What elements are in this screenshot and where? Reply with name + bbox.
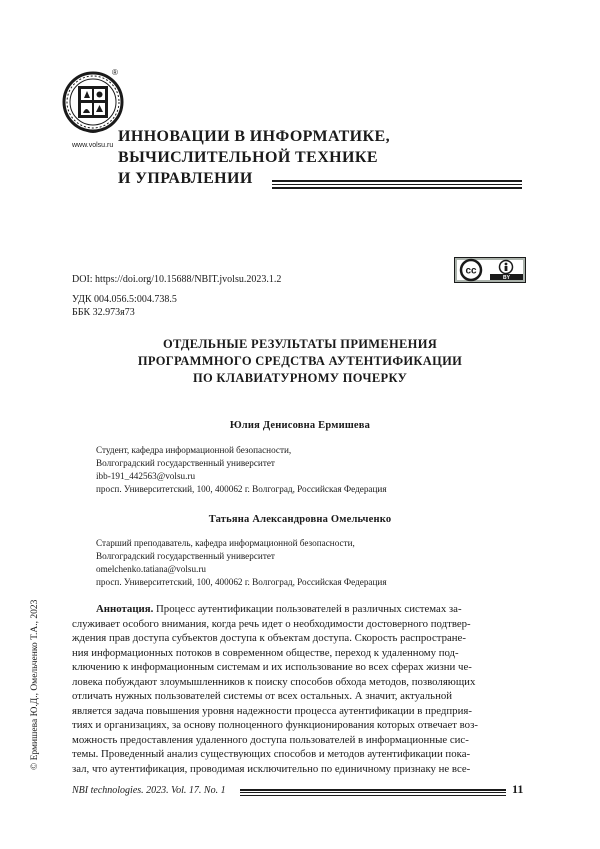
footer-rule xyxy=(240,789,506,796)
affiliation-address: просп. Университетский, 100, 400062 г. Волгоград, Российская Федерация xyxy=(96,484,387,494)
article-title xyxy=(72,336,528,387)
abstract-line: ния информационных потоков в современном обществе, переход к удаленному под- xyxy=(72,646,459,659)
affiliation-email: ibb-191_442563@volsu.ru xyxy=(96,471,196,481)
registered-mark: ® xyxy=(112,68,118,77)
author-name: Татьяна Александровна Омельченко xyxy=(208,514,392,525)
affiliation-address: просп. Университетский, 100, 400062 г. Волгоград, Российская Федерация xyxy=(96,577,387,587)
author-affiliation xyxy=(96,444,387,496)
affiliation-position: Студент, кафедра информационной безопасности, xyxy=(96,445,292,455)
abstract-line: ловека побуждают злоумышленников к поиску способов обхода методов, позволяющих xyxy=(72,675,476,688)
udk: УДК 004.056.5:004.738.5 xyxy=(72,294,177,305)
journal-title-rule xyxy=(272,180,522,189)
journal-title-line: ВЫЧИСЛИТЕЛЬНОЙ ТЕХНИКЕ xyxy=(118,149,378,166)
abstract-label: Аннотация. xyxy=(96,603,154,615)
logo-url: www.volsu.ru xyxy=(72,142,114,149)
affiliation-position: Старший преподаватель, кафедра информационной безопасности, xyxy=(96,538,355,548)
university-logo xyxy=(62,68,124,140)
abstract-line: тиях и организациях, за основу полноценного функционирования которых отвечает воз- xyxy=(72,719,478,731)
journal-title-line: ИННОВАЦИИ В ИНФОРМАТИКЕ, xyxy=(118,128,390,145)
bbk: ББК 32.973я73 xyxy=(72,307,135,318)
abstract-line: служивает особого внимания, когда речь идет о необходимости достоверного подтвер- xyxy=(72,617,471,630)
abstract-line: ждения прав доступа субъектов доступа к объектам доступа. Скорость распростране- xyxy=(72,632,466,644)
copyright: © Ермишева Ю.Д., Омельченко Т.А., 2023 xyxy=(30,599,40,770)
cc-by-license-badge xyxy=(454,257,526,283)
by-label: BY xyxy=(503,275,510,281)
page-number: 11 xyxy=(512,782,524,796)
affiliation-university: Волгоградский государственный университет xyxy=(96,551,275,561)
author-affiliation xyxy=(96,537,387,589)
affiliation-university: Волгоградский государственный университет xyxy=(96,458,275,468)
article-title-line: ПРОГРАММНОГО СРЕДСТВА АУТЕНТИФИКАЦИИ xyxy=(137,354,463,368)
abstract-line: отличать нужных пользователей системы от всех остальных. А значит, актуальной xyxy=(72,690,453,702)
cc-label: cc xyxy=(465,265,477,277)
abstract-line: зал, что аутентификация, проводимая исключительно по единичному признаку не все- xyxy=(72,762,471,775)
abstract xyxy=(72,602,528,776)
abstract-line xyxy=(72,602,528,617)
abstract-line: можность предоставления удаленного доступа пользователей в информационные сис- xyxy=(72,733,469,746)
abstract-line: является задача повышения уровня надежности процесса аутентификации в предприя- xyxy=(72,704,472,717)
footer-journal-ref: NBI technologies. 2023. Vol. 17. No. 1 xyxy=(72,785,226,796)
affiliation-email: omelchenko.tatiana@volsu.ru xyxy=(96,564,207,574)
journal-title-line: И УПРАВЛЕНИИ xyxy=(118,170,253,187)
article-title-line: ОТДЕЛЬНЫЕ РЕЗУЛЬТАТЫ ПРИМЕНЕНИЯ xyxy=(162,337,438,351)
doi: DOI: https://doi.org/10.15688/NBIT.jvolsu.2023.1.2 xyxy=(72,274,282,285)
article-title-line: ПО КЛАВИАТУРНОМУ ПОЧЕРКУ xyxy=(192,371,408,385)
abstract-first-line: Процесс аутентификации пользователей в различных системах за- xyxy=(153,603,462,615)
abstract-line: темы. Проведенный анализ существующих способов и методов аутентификации пока- xyxy=(72,748,471,760)
abstract-line: ключению к информационным системам и их использование во всех сферах жизни че- xyxy=(72,661,472,673)
author-name: Юлия Денисовна Ермишева xyxy=(229,420,371,431)
